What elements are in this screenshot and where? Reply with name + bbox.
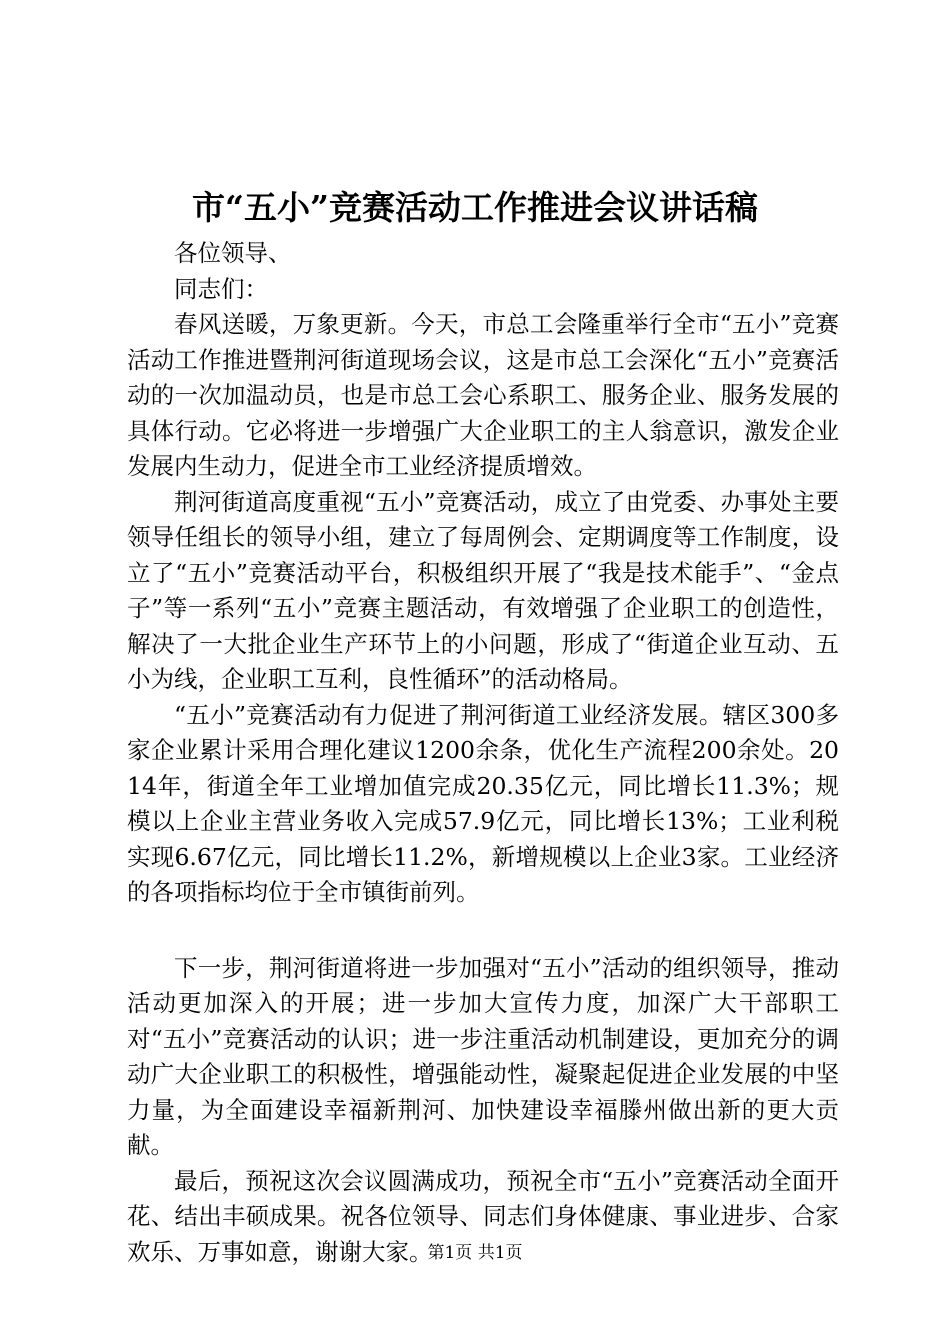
paragraph-closing: 最后，预祝这次会议圆满成功，预祝全市“五小”竞赛活动全面开花、结出丰硕成果。祝各位领导、同志们身体健康、事业进步、合家欢乐、万事如意，谢谢大家。 [127,1166,839,1266]
document-body [127,236,839,1270]
paragraph-economic-results: “五小”竞赛活动有力促进了荆河街道工业经济发展。辖区300多家企业累计采用合理化建议1200余条，优化生产流程200余处。2014年，街道全年工业增加值完成20.35亿元，同比增长11.3%；规模以上企业主营业务收入完成57.9亿元，同比增长13%；工业利税实现6.67亿元，同比增长11.2%，新增规模以上企业3家。工业经济的各项指标均位于全市镇街前列。 [127,700,839,906]
paragraph-spacer [127,911,839,951]
salutation-leaders: 各位领导、 [174,239,292,267]
document-title: 市“五小”竞赛活动工作推进会议讲话稿 [192,188,758,227]
paragraph-street-efforts: 荆河街道高度重视“五小”竞赛活动，成立了由党委、办事处主要领导任组长的领导小组，建立了每周例会、定期调度等工作制度，设立了“五小”竞赛活动平台，积极组织开展了“我是技术能手”、“金点子”等一系列“五小”竞赛主题活动，有效增强了企业职工的创造性，解决了一大批企业生产环节上的小问题，形成了“街道企业互动、五小为线，企业职工互利，良性循环”的活动格局。 [127,487,839,693]
page-footer: 第1页 共1页 [427,1243,523,1263]
salutation-comrades: 同志们： [174,274,268,303]
paragraph-next-steps: 下一步，荆河街道将进一步加强对“五小”活动的组织领导，推动活动更加深入的开展；进一步加大宣传力度，加深广大干部职工对“五小”竞赛活动的认识；进一步注重活动机制建设，更加充分的调动广大企业职工的积极性，增强能动性，凝聚起促进企业发展的中坚力量，为全面建设幸福新荆河、加快建设幸福滕州做出新的更大贡献。 [127,953,839,1159]
paragraph-opening: 春风送暖，万象更新。今天，市总工会隆重举行全市“五小”竞赛活动工作推进暨荆河街道现场会议，这是市总工会深化“五小”竞赛活动的一次加温动员，也是市总工会心系职工、服务企业、服务发展的具体行动。它必将进一步增强广大企业职工的主人翁意识，激发企业发展内生动力，促进全市工业经济提质增效。 [127,310,839,480]
